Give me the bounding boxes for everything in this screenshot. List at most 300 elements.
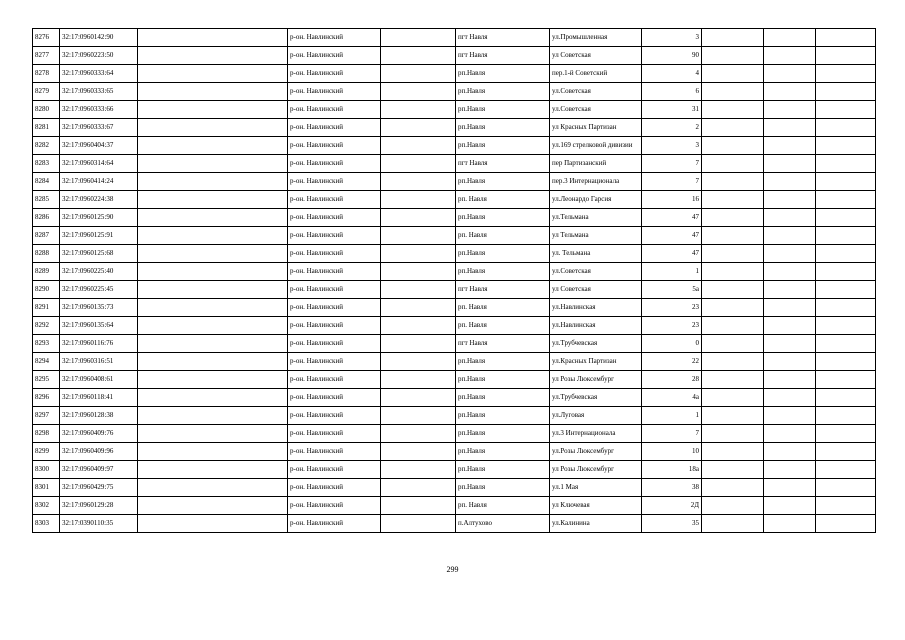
street-cell: ул.Трубчевская: [550, 335, 642, 353]
empty-cell: [381, 443, 456, 461]
empty-cell: [764, 389, 816, 407]
house-number-cell: 22: [642, 353, 702, 371]
empty-cell: [381, 479, 456, 497]
settlement-cell: рп. Навля: [456, 497, 550, 515]
empty-cell: [764, 191, 816, 209]
empty-cell: [381, 335, 456, 353]
district-cell: р-он. Навлинский: [288, 353, 381, 371]
cadastral-number-cell: 32:17:0960128:38: [60, 407, 138, 425]
empty-cell: [702, 101, 764, 119]
house-number-cell: 3: [642, 29, 702, 47]
empty-cell: [816, 407, 876, 425]
empty-cell: [764, 461, 816, 479]
empty-cell: [702, 317, 764, 335]
street-cell: пер Партизанский: [550, 155, 642, 173]
empty-cell: [816, 263, 876, 281]
settlement-cell: рп. Навля: [456, 191, 550, 209]
empty-cell: [816, 353, 876, 371]
page-number: 299: [446, 565, 459, 574]
empty-cell: [138, 335, 288, 353]
table-row: [33, 155, 876, 173]
empty-cell: [138, 191, 288, 209]
settlement-cell: рп.Навля: [456, 119, 550, 137]
row-number-cell: 8296: [33, 389, 60, 407]
cadastral-number-cell: 32:17:0960125:90: [60, 209, 138, 227]
empty-cell: [764, 263, 816, 281]
empty-cell: [816, 461, 876, 479]
row-number-cell: 8292: [33, 317, 60, 335]
house-number-cell: 5а: [642, 281, 702, 299]
street-cell: ул.Тельмана: [550, 209, 642, 227]
district-cell: р-он. Навлинский: [288, 101, 381, 119]
empty-cell: [138, 299, 288, 317]
empty-cell: [816, 479, 876, 497]
empty-cell: [816, 371, 876, 389]
empty-cell: [138, 245, 288, 263]
empty-cell: [702, 137, 764, 155]
empty-cell: [816, 209, 876, 227]
empty-cell: [138, 461, 288, 479]
empty-cell: [816, 389, 876, 407]
empty-cell: [138, 407, 288, 425]
house-number-cell: 16: [642, 191, 702, 209]
empty-cell: [138, 209, 288, 227]
empty-cell: [816, 497, 876, 515]
row-number-cell: 8281: [33, 119, 60, 137]
empty-cell: [764, 83, 816, 101]
empty-cell: [138, 371, 288, 389]
empty-cell: [138, 29, 288, 47]
empty-cell: [381, 425, 456, 443]
empty-cell: [816, 299, 876, 317]
cadastral-number-cell: 32:17:0960409:97: [60, 461, 138, 479]
empty-cell: [764, 29, 816, 47]
street-cell: ул Советская: [550, 47, 642, 65]
empty-cell: [764, 281, 816, 299]
house-number-cell: 38: [642, 479, 702, 497]
empty-cell: [764, 371, 816, 389]
row-number-cell: 8276: [33, 29, 60, 47]
empty-cell: [381, 515, 456, 533]
empty-cell: [816, 515, 876, 533]
cadastral-number-cell: 32:17:0960316:51: [60, 353, 138, 371]
empty-cell: [764, 173, 816, 191]
table-row: [33, 119, 876, 137]
street-cell: ул.Советская: [550, 263, 642, 281]
cadastral-number-cell: 32:17:0960409:76: [60, 425, 138, 443]
house-number-cell: 2: [642, 119, 702, 137]
empty-cell: [138, 137, 288, 155]
empty-cell: [702, 353, 764, 371]
empty-cell: [702, 227, 764, 245]
settlement-cell: рп.Навля: [456, 389, 550, 407]
empty-cell: [816, 191, 876, 209]
settlement-cell: рп.Навля: [456, 137, 550, 155]
empty-cell: [816, 335, 876, 353]
settlement-cell: рп.Навля: [456, 101, 550, 119]
empty-cell: [381, 353, 456, 371]
street-cell: ул.1 Мая: [550, 479, 642, 497]
table-row: [33, 317, 876, 335]
empty-cell: [381, 155, 456, 173]
settlement-cell: рп.Навля: [456, 371, 550, 389]
settlement-cell: пгт Навля: [456, 281, 550, 299]
district-cell: р-он. Навлинский: [288, 245, 381, 263]
empty-cell: [702, 173, 764, 191]
table-row: [33, 479, 876, 497]
settlement-cell: рп.Навля: [456, 425, 550, 443]
empty-cell: [381, 29, 456, 47]
cadastral-number-cell: 32:17:0960225:45: [60, 281, 138, 299]
empty-cell: [816, 245, 876, 263]
empty-cell: [816, 101, 876, 119]
settlement-cell: рп. Навля: [456, 227, 550, 245]
table-row: [33, 299, 876, 317]
empty-cell: [381, 119, 456, 137]
street-cell: ул.3 Интернационала: [550, 425, 642, 443]
street-cell: ул Ключевая: [550, 497, 642, 515]
house-number-cell: 90: [642, 47, 702, 65]
settlement-cell: рп.Навля: [456, 263, 550, 281]
district-cell: р-он. Навлинский: [288, 515, 381, 533]
cadastral-number-cell: 32:17:0960125:68: [60, 245, 138, 263]
row-number-cell: 8291: [33, 299, 60, 317]
house-number-cell: 28: [642, 371, 702, 389]
empty-cell: [138, 173, 288, 191]
table-row: [33, 227, 876, 245]
row-number-cell: 8279: [33, 83, 60, 101]
empty-cell: [764, 425, 816, 443]
empty-cell: [381, 371, 456, 389]
district-cell: р-он. Навлинский: [288, 47, 381, 65]
street-cell: ул.Советская: [550, 101, 642, 119]
cadastral-number-cell: 32:17:0960409:96: [60, 443, 138, 461]
settlement-cell: рп.Навля: [456, 65, 550, 83]
empty-cell: [138, 389, 288, 407]
empty-cell: [764, 407, 816, 425]
empty-cell: [702, 371, 764, 389]
empty-cell: [702, 29, 764, 47]
district-cell: р-он. Навлинский: [288, 65, 381, 83]
empty-cell: [816, 173, 876, 191]
empty-cell: [138, 443, 288, 461]
empty-cell: [381, 317, 456, 335]
empty-cell: [381, 173, 456, 191]
house-number-cell: 7: [642, 173, 702, 191]
empty-cell: [816, 29, 876, 47]
house-number-cell: 35: [642, 515, 702, 533]
table-row: [33, 263, 876, 281]
row-number-cell: 8301: [33, 479, 60, 497]
settlement-cell: рп.Навля: [456, 173, 550, 191]
house-number-cell: 23: [642, 317, 702, 335]
settlement-cell: пгт Навля: [456, 335, 550, 353]
cadastral-number-cell: 32:17:0960333:66: [60, 101, 138, 119]
settlement-cell: рп.Навля: [456, 479, 550, 497]
empty-cell: [816, 425, 876, 443]
settlement-cell: рп. Навля: [456, 299, 550, 317]
house-number-cell: 47: [642, 245, 702, 263]
empty-cell: [138, 263, 288, 281]
settlement-cell: рп.Навля: [456, 209, 550, 227]
empty-cell: [702, 65, 764, 83]
empty-cell: [816, 155, 876, 173]
settlement-cell: рп. Навля: [456, 317, 550, 335]
street-cell: ул Советская: [550, 281, 642, 299]
empty-cell: [381, 497, 456, 515]
cadastral-number-cell: 32:17:0960429:75: [60, 479, 138, 497]
row-number-cell: 8295: [33, 371, 60, 389]
district-cell: р-он. Навлинский: [288, 119, 381, 137]
table-row: [33, 407, 876, 425]
house-number-cell: 23: [642, 299, 702, 317]
table-row: [33, 335, 876, 353]
district-cell: р-он. Навлинский: [288, 461, 381, 479]
empty-cell: [764, 227, 816, 245]
settlement-cell: рп.Навля: [456, 461, 550, 479]
district-cell: р-он. Навлинский: [288, 407, 381, 425]
table-row: [33, 83, 876, 101]
empty-cell: [702, 389, 764, 407]
street-cell: ул.Навлинская: [550, 317, 642, 335]
empty-cell: [138, 515, 288, 533]
house-number-cell: 31: [642, 101, 702, 119]
cadastral-number-cell: 32:17:0960135:64: [60, 317, 138, 335]
empty-cell: [138, 317, 288, 335]
district-cell: р-он. Навлинский: [288, 209, 381, 227]
empty-cell: [702, 245, 764, 263]
empty-cell: [381, 83, 456, 101]
cadastral-number-cell: 32:17:0960333:65: [60, 83, 138, 101]
empty-cell: [702, 515, 764, 533]
empty-cell: [816, 83, 876, 101]
empty-cell: [702, 47, 764, 65]
cadastral-number-cell: 32:17:0960135:73: [60, 299, 138, 317]
settlement-cell: рп.Навля: [456, 407, 550, 425]
empty-cell: [764, 101, 816, 119]
street-cell: ул.Леонардо Гарсия: [550, 191, 642, 209]
empty-cell: [702, 263, 764, 281]
district-cell: р-он. Навлинский: [288, 29, 381, 47]
empty-cell: [816, 137, 876, 155]
row-number-cell: 8286: [33, 209, 60, 227]
table-row: [33, 497, 876, 515]
settlement-cell: рп.Навля: [456, 443, 550, 461]
row-number-cell: 8298: [33, 425, 60, 443]
empty-cell: [764, 155, 816, 173]
empty-cell: [138, 479, 288, 497]
row-number-cell: 8280: [33, 101, 60, 119]
street-cell: ул Красных Партизан: [550, 119, 642, 137]
district-cell: р-он. Навлинский: [288, 281, 381, 299]
district-cell: р-он. Навлинский: [288, 479, 381, 497]
empty-cell: [702, 443, 764, 461]
empty-cell: [764, 119, 816, 137]
empty-cell: [764, 443, 816, 461]
empty-cell: [138, 353, 288, 371]
empty-cell: [381, 263, 456, 281]
empty-cell: [764, 353, 816, 371]
settlement-cell: рп.Навля: [456, 83, 550, 101]
table-row: [33, 65, 876, 83]
empty-cell: [381, 47, 456, 65]
empty-cell: [764, 47, 816, 65]
empty-cell: [138, 281, 288, 299]
empty-cell: [702, 83, 764, 101]
settlement-cell: пгт Навля: [456, 47, 550, 65]
empty-cell: [381, 65, 456, 83]
cadastral-number-cell: 32:17:0960224:38: [60, 191, 138, 209]
district-cell: р-он. Навлинский: [288, 173, 381, 191]
street-cell: ул.Навлинская: [550, 299, 642, 317]
row-number-cell: 8290: [33, 281, 60, 299]
table-row: [33, 389, 876, 407]
district-cell: р-он. Навлинский: [288, 299, 381, 317]
table-row: [33, 137, 876, 155]
house-number-cell: 10: [642, 443, 702, 461]
street-cell: ул.Розы Люксембург: [550, 443, 642, 461]
row-number-cell: 8285: [33, 191, 60, 209]
cadastral-number-cell: 32:17:0960223:50: [60, 47, 138, 65]
table-row: [33, 281, 876, 299]
empty-cell: [702, 497, 764, 515]
empty-cell: [381, 191, 456, 209]
house-number-cell: 2Д: [642, 497, 702, 515]
row-number-cell: 8282: [33, 137, 60, 155]
house-number-cell: 1: [642, 407, 702, 425]
table-row: [33, 29, 876, 47]
cadastral-number-cell: 32:17:0960225:40: [60, 263, 138, 281]
district-cell: р-он. Навлинский: [288, 389, 381, 407]
house-number-cell: 18а: [642, 461, 702, 479]
settlement-cell: пгт Навля: [456, 155, 550, 173]
street-cell: ул.Советская: [550, 83, 642, 101]
district-cell: р-он. Навлинский: [288, 155, 381, 173]
row-number-cell: 8293: [33, 335, 60, 353]
table-row: [33, 371, 876, 389]
empty-cell: [381, 461, 456, 479]
table-body: [33, 29, 876, 533]
district-cell: р-он. Навлинский: [288, 497, 381, 515]
cadastral-number-cell: 32:17:0960118:41: [60, 389, 138, 407]
house-number-cell: 3: [642, 137, 702, 155]
district-cell: р-он. Навлинский: [288, 371, 381, 389]
house-number-cell: 47: [642, 227, 702, 245]
row-number-cell: 8277: [33, 47, 60, 65]
settlement-cell: п.Алтухово: [456, 515, 550, 533]
empty-cell: [702, 299, 764, 317]
empty-cell: [702, 281, 764, 299]
cadastral-number-cell: 32:17:0960414:24: [60, 173, 138, 191]
empty-cell: [816, 47, 876, 65]
empty-cell: [702, 479, 764, 497]
empty-cell: [138, 83, 288, 101]
house-number-cell: 6: [642, 83, 702, 101]
street-cell: ул. Тельмана: [550, 245, 642, 263]
empty-cell: [138, 497, 288, 515]
cadastral-number-cell: 32:17:0960408:61: [60, 371, 138, 389]
empty-cell: [381, 209, 456, 227]
empty-cell: [764, 497, 816, 515]
empty-cell: [381, 281, 456, 299]
house-number-cell: 7: [642, 155, 702, 173]
empty-cell: [381, 299, 456, 317]
empty-cell: [764, 245, 816, 263]
empty-cell: [138, 155, 288, 173]
row-number-cell: 8299: [33, 443, 60, 461]
street-cell: ул Тельмана: [550, 227, 642, 245]
table-row: [33, 173, 876, 191]
district-cell: р-он. Навлинский: [288, 83, 381, 101]
empty-cell: [381, 407, 456, 425]
street-cell: ул.Калинина: [550, 515, 642, 533]
house-number-cell: 4: [642, 65, 702, 83]
house-number-cell: 4а: [642, 389, 702, 407]
row-number-cell: 8300: [33, 461, 60, 479]
street-cell: пер.3 Интернационала: [550, 173, 642, 191]
empty-cell: [816, 119, 876, 137]
empty-cell: [381, 389, 456, 407]
empty-cell: [138, 65, 288, 83]
street-cell: ул.Красных Партизан: [550, 353, 642, 371]
district-cell: р-он. Навлинский: [288, 443, 381, 461]
table-row: [33, 425, 876, 443]
house-number-cell: 1: [642, 263, 702, 281]
empty-cell: [764, 317, 816, 335]
settlement-cell: рп.Навля: [456, 353, 550, 371]
empty-cell: [702, 119, 764, 137]
settlement-cell: пгт Навля: [456, 29, 550, 47]
street-cell: ул Розы Люксембург: [550, 371, 642, 389]
district-cell: р-он. Навлинский: [288, 335, 381, 353]
street-cell: ул.Промышленная: [550, 29, 642, 47]
house-number-cell: 0: [642, 335, 702, 353]
street-cell: пер.1-й Советский: [550, 65, 642, 83]
row-number-cell: 8302: [33, 497, 60, 515]
cadastral-number-cell: 32:17:0960333:67: [60, 119, 138, 137]
empty-cell: [764, 299, 816, 317]
empty-cell: [702, 209, 764, 227]
empty-cell: [702, 335, 764, 353]
house-number-cell: 47: [642, 209, 702, 227]
row-number-cell: 8294: [33, 353, 60, 371]
row-number-cell: 8303: [33, 515, 60, 533]
row-number-cell: 8287: [33, 227, 60, 245]
district-cell: р-он. Навлинский: [288, 227, 381, 245]
district-cell: р-он. Навлинский: [288, 191, 381, 209]
cadastral-number-cell: 32:17:0960129:28: [60, 497, 138, 515]
cadastral-number-cell: 32:17:0960116:76: [60, 335, 138, 353]
cadastral-number-cell: 32:17:0960314:64: [60, 155, 138, 173]
table-row: [33, 443, 876, 461]
empty-cell: [381, 245, 456, 263]
row-number-cell: 8297: [33, 407, 60, 425]
district-cell: р-он. Навлинский: [288, 317, 381, 335]
empty-cell: [381, 137, 456, 155]
row-number-cell: 8284: [33, 173, 60, 191]
table-row: [33, 101, 876, 119]
table-row: [33, 515, 876, 533]
row-number-cell: 8289: [33, 263, 60, 281]
settlement-cell: рп.Навля: [456, 245, 550, 263]
empty-cell: [816, 443, 876, 461]
cadastral-number-cell: 32:17:0960333:64: [60, 65, 138, 83]
cadastral-number-cell: 32:17:0960125:91: [60, 227, 138, 245]
empty-cell: [816, 281, 876, 299]
empty-cell: [702, 155, 764, 173]
table-row: [33, 245, 876, 263]
table-row: [33, 461, 876, 479]
